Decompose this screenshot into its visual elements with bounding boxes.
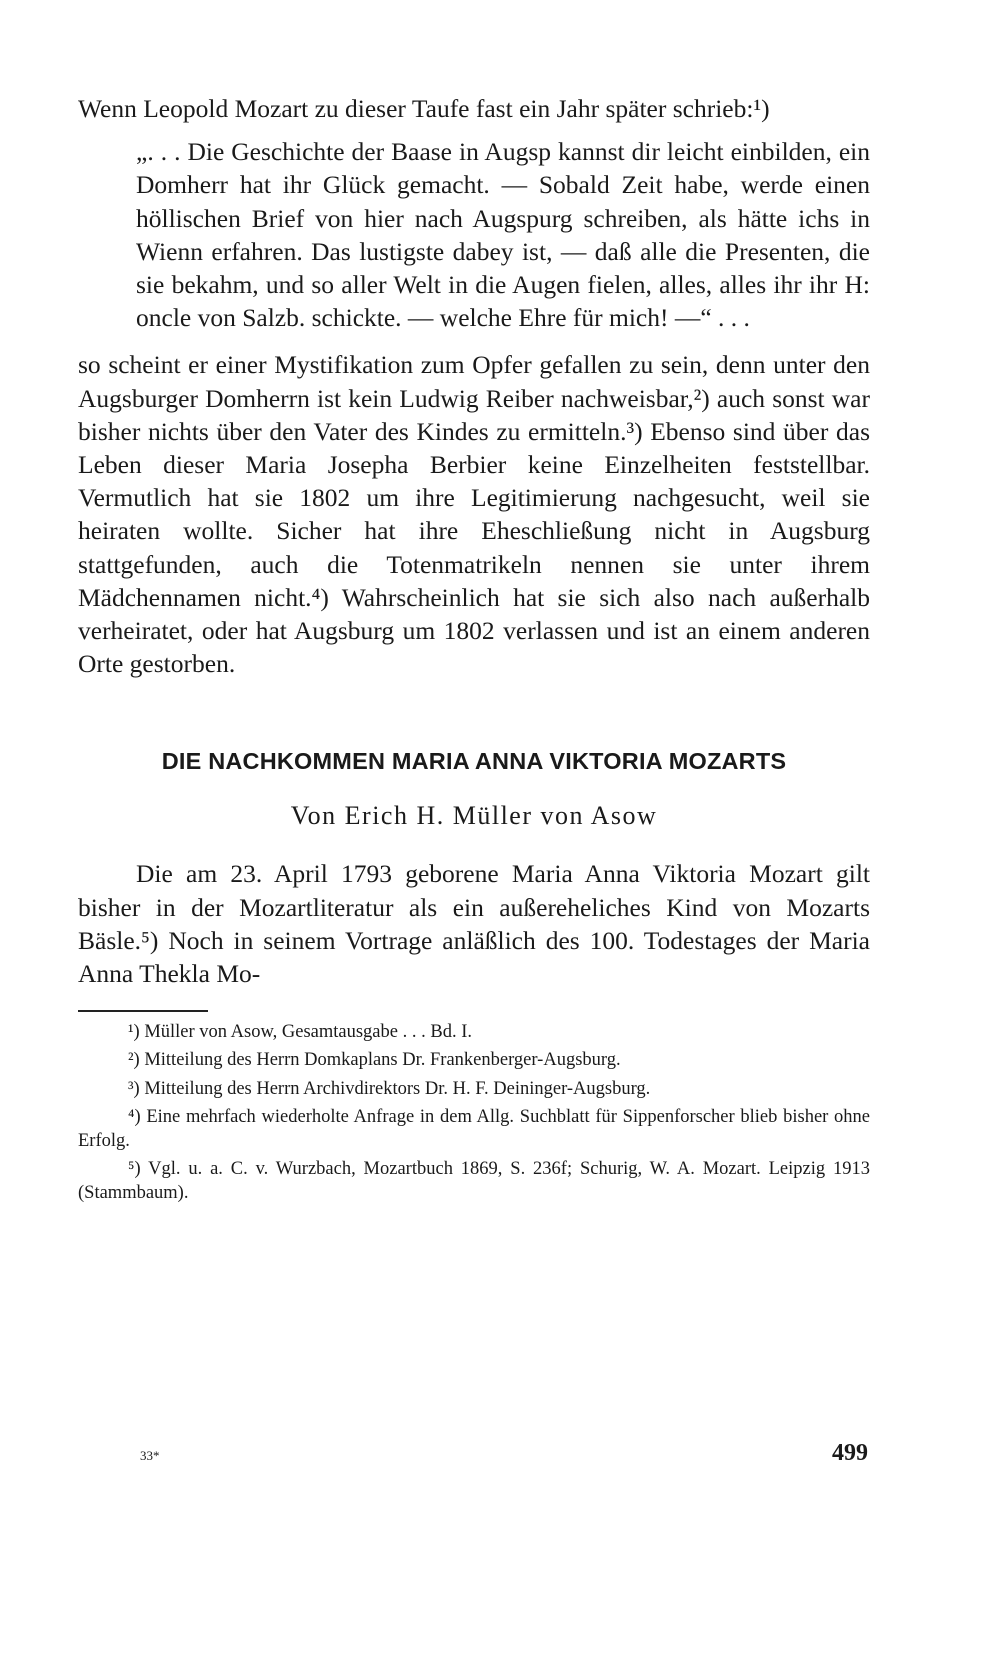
paragraph-intro: Wenn Leopold Mozart zu dieser Taufe fast ein Jahr später schrieb:¹)	[78, 94, 770, 123]
section-heading: DIE NACHKOMMEN MARIA ANNA VIKTORIA MOZARTS	[161, 748, 787, 775]
letter-quote: „. . . Die Geschichte der Baase in Augsp kannst dir leicht einbilden, ein Domherr hat ihr Glück gemacht. — Sobald Zeit habe, werde einen höllischen Brief von hier nach Augspurg schreiben, als hätte ichs in Wienn erfahren. Das lustigste dabey ist, — daß alle die Presenten, die sie bekahm, und so aller Welt in die Augen fielen, alles, alles ihr ihr H: oncle von Salzb. schickte. — welche Ehre für mich! —“ . . .	[136, 137, 870, 333]
footnote-divider	[78, 1010, 208, 1012]
page-content	[78, 92, 870, 1210]
page-footer	[140, 1440, 868, 1480]
section-author: Von Erich H. Müller von Asow	[290, 801, 658, 831]
signature-mark: 33*	[140, 1448, 160, 1463]
footnote-3: ³) Mitteilung des Herrn Archivdirektors Dr. H. F. Deininger-Augsburg.	[128, 1078, 651, 1099]
footnote-2: ²) Mitteilung des Herrn Domkaplans Dr. Frankenberger-Augsburg.	[128, 1050, 621, 1071]
paragraph-mystification: so scheint er einer Mystifikation zum Opfer gefallen zu sein, denn unter den Augsburger Domherrn ist kein Ludwig Reiber nachweisbar,²) auch sonst war bisher nichts über den Vater des Kindes zu ermitteln.³) Ebenso sind über das Leben dieser Maria Josepha Berbier keine Einzelheiten feststellbar. Vermutlich hat sie 1802 um ihre Legitimierung nachgesucht, weil sie heiraten wollte. Sicher hat ihre Eheschließung nicht in Augsburg stattgefunden, auch die Totenmatrikeln nennen sie unter ihrem Mädchennamen nicht.⁴) Wahrscheinlich hat sie sich also nach außerhalb verheiratet, oder hat Augsburg um 1802 verlassen und ist an einem anderen Orte gestorben.	[78, 350, 870, 679]
footnote-4: ⁴) Eine mehrfach wiederholte Anfrage in dem Allg. Suchblatt für Sippenforscher blieb bisher ohne Erfolg.	[78, 1106, 870, 1152]
footnotes	[78, 1020, 870, 1205]
footnote-1: ¹) Müller von Asow, Gesamtausgabe . . . Bd. I.	[128, 1022, 472, 1043]
footnote-5: ⁵) Vgl. u. a. C. v. Wurzbach, Mozartbuch 1869, S. 236f; Schurig, W. A. Mozart. Leipzig 1913 (Stammbaum).	[78, 1159, 870, 1204]
paragraph-section-start: Die am 23. April 1793 geborene Maria Anna Viktoria Mozart gilt bisher in der Mozartliteratur als ein außereheliches Kind von Mozarts Bäsle.⁵) Noch in seinem Vortrage anläßlich des 100. Todestages der Maria Anna Thekla Mo-	[78, 859, 870, 989]
page-number: 499	[832, 1440, 868, 1466]
